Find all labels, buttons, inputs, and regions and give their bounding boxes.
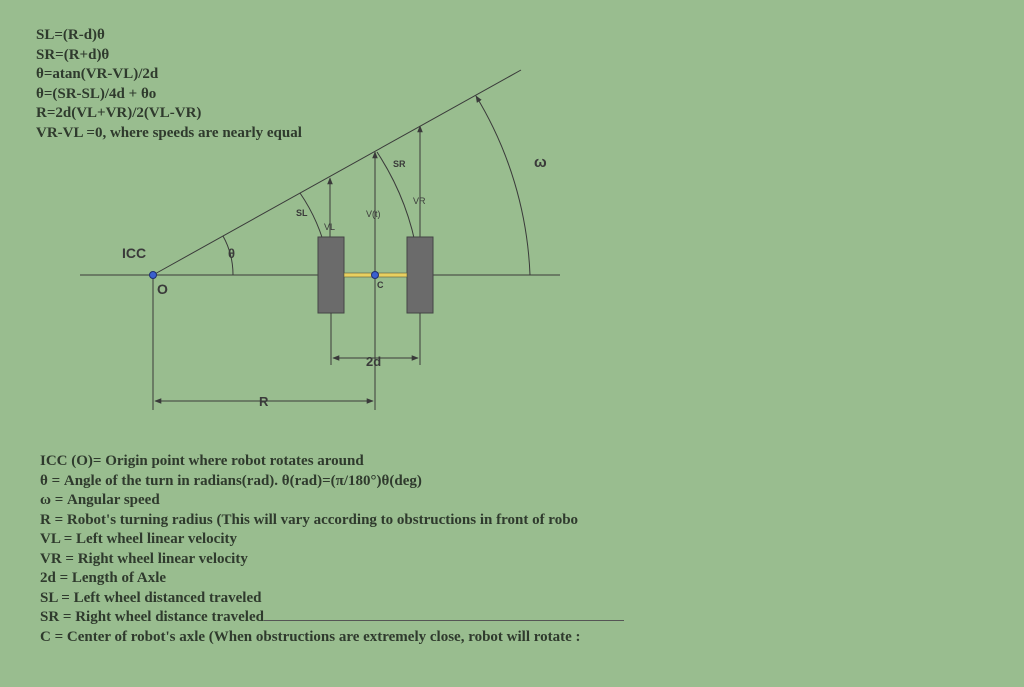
icc-label: ICC (122, 245, 147, 261)
omega-arc (476, 96, 530, 275)
legend-vl: VL = Left wheel linear velocity (40, 531, 237, 547)
radius-label: R (259, 394, 269, 409)
vl-label: VL (324, 222, 336, 232)
legend-radius: R = Robot's turning radius (This will vary according to obstructions in front of robo (40, 511, 579, 528)
legend-axle: 2d = Length of Axle (40, 570, 167, 586)
left-wheel (318, 237, 344, 313)
origin-label: O (157, 281, 168, 297)
omega-label: ω (534, 154, 547, 171)
equation-sr: SR=(R+d)θ (36, 46, 110, 63)
center-point (372, 272, 379, 279)
legend-icc: ICC (O)= Origin point where robot rotates around (40, 453, 364, 469)
legend-sr (40, 608, 656, 628)
right-wheel (407, 237, 433, 313)
theta-label: θ (228, 246, 236, 261)
equation-equal-speeds: VR-VL =0, where speeds are nearly equal (36, 124, 302, 141)
center-label: C (377, 280, 384, 290)
legend-center: C = Center of robot's axle (When obstructions are extremely close, robot will rotate : (40, 628, 581, 645)
sl-label: SL (296, 208, 308, 218)
equation-theta-sum: θ=(SR-SL)/4d + θo (36, 85, 157, 102)
icc-point (150, 272, 157, 279)
vr-label: VR (413, 196, 426, 206)
equation-sl: SL=(R-d)θ (36, 27, 105, 43)
legend-block (40, 452, 656, 647)
sr-label: SR (393, 159, 406, 169)
equation-radius: R=2d(VL+VR)/2(VL-VR) (36, 105, 202, 121)
legend-vr: VR = Right wheel linear velocity (40, 550, 248, 567)
legend-sl: SL = Left wheel distanced traveled (40, 589, 262, 606)
equation-theta-atan: θ=atan(VR-VL)/2d (36, 66, 159, 82)
legend-sr-underline (264, 608, 624, 621)
vt-label: V(t) (366, 209, 381, 219)
legend-omega: ω = Angular speed (40, 492, 160, 508)
legend-sr-text: SR = Right wheel distance traveled (40, 609, 264, 625)
axle-label: 2d (366, 354, 382, 369)
legend-theta: θ = Angle of the turn in radians(rad). θ(rad)=(π/180°)θ(deg) (40, 472, 422, 489)
